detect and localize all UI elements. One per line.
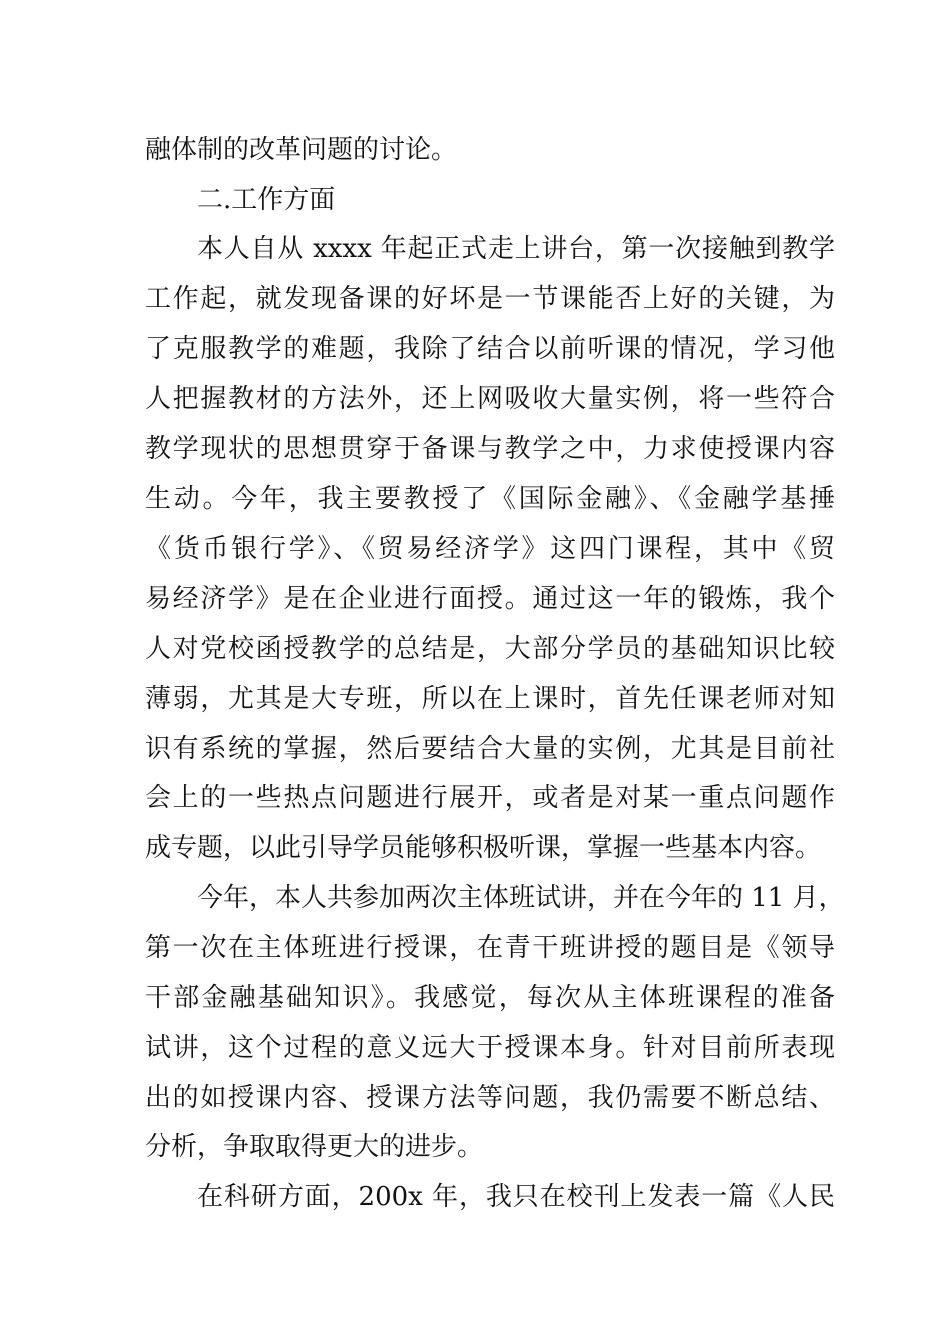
text-line: 人对党校函授教学的总结是，大部分学员的基础知识比较 (145, 634, 835, 664)
text-line: 薄弱，尤其是大专班，所以在上课时，首先任课老师对知 (145, 684, 835, 714)
text-line: 试讲，这个过程的意义远大于授课本身。针对目前所表现 (145, 1033, 835, 1063)
section-heading: 二.工作方面 (197, 185, 336, 215)
text-line: 本人自从 xxxx 年起正式走上讲台，第一次接触到教学 (197, 234, 835, 264)
text-line: 会上的一些热点问题进行展开，或者是对某一重点问题作 (145, 783, 835, 813)
text-line: 易经济学》是在企业进行面授。通过这一年的锻炼，我个 (145, 584, 835, 614)
text-line: 生动。今年，我主要教授了《国际金融》、《金融学基捶 (145, 484, 835, 514)
text-line: 第一次在主体班进行授课，在青干班讲授的题目是《领导 (145, 933, 835, 963)
text-line: 分析，争取取得更大的进步。 (145, 1132, 484, 1162)
text-line: 干部金融基础知识》。我感觉，每次从主体班课程的准备 (145, 983, 835, 1013)
text-line: 工作起，就发现备课的好坏是一节课能否上好的关键，为 (145, 284, 835, 314)
text-line: 人把握教材的方法外，还上网吸收大量实例，将一些符合 (145, 384, 835, 414)
text-line: 识有系统的掌握，然后要结合大量的实例，尤其是目前社 (145, 734, 835, 764)
text-line: 了克服教学的难题，我除了结合以前听课的情况，学习他 (145, 334, 835, 364)
text-line: 今年，本人共参加两次主体班试讲，并在今年的 11 月， (197, 883, 845, 913)
text-line: 在科研方面，200x 年，我只在校刊上发表一篇《人民 (197, 1182, 835, 1212)
text-line: 教学现状的思想贯穿于备课与教学之中，力求使授课内容 (145, 434, 835, 464)
text-line: 出的如授课内容、授课方法等问题，我仍需要不断总结、 (145, 1083, 835, 1113)
text-line: 《货币银行学》、《贸易经济学》这四门课程，其中《贸 (145, 534, 835, 564)
text-line: 成专题，以此引导学员能够积极听课，掌握一些基本内容。 (145, 833, 822, 863)
text-line: 融体制的改革问题的讨论。 (145, 135, 458, 165)
